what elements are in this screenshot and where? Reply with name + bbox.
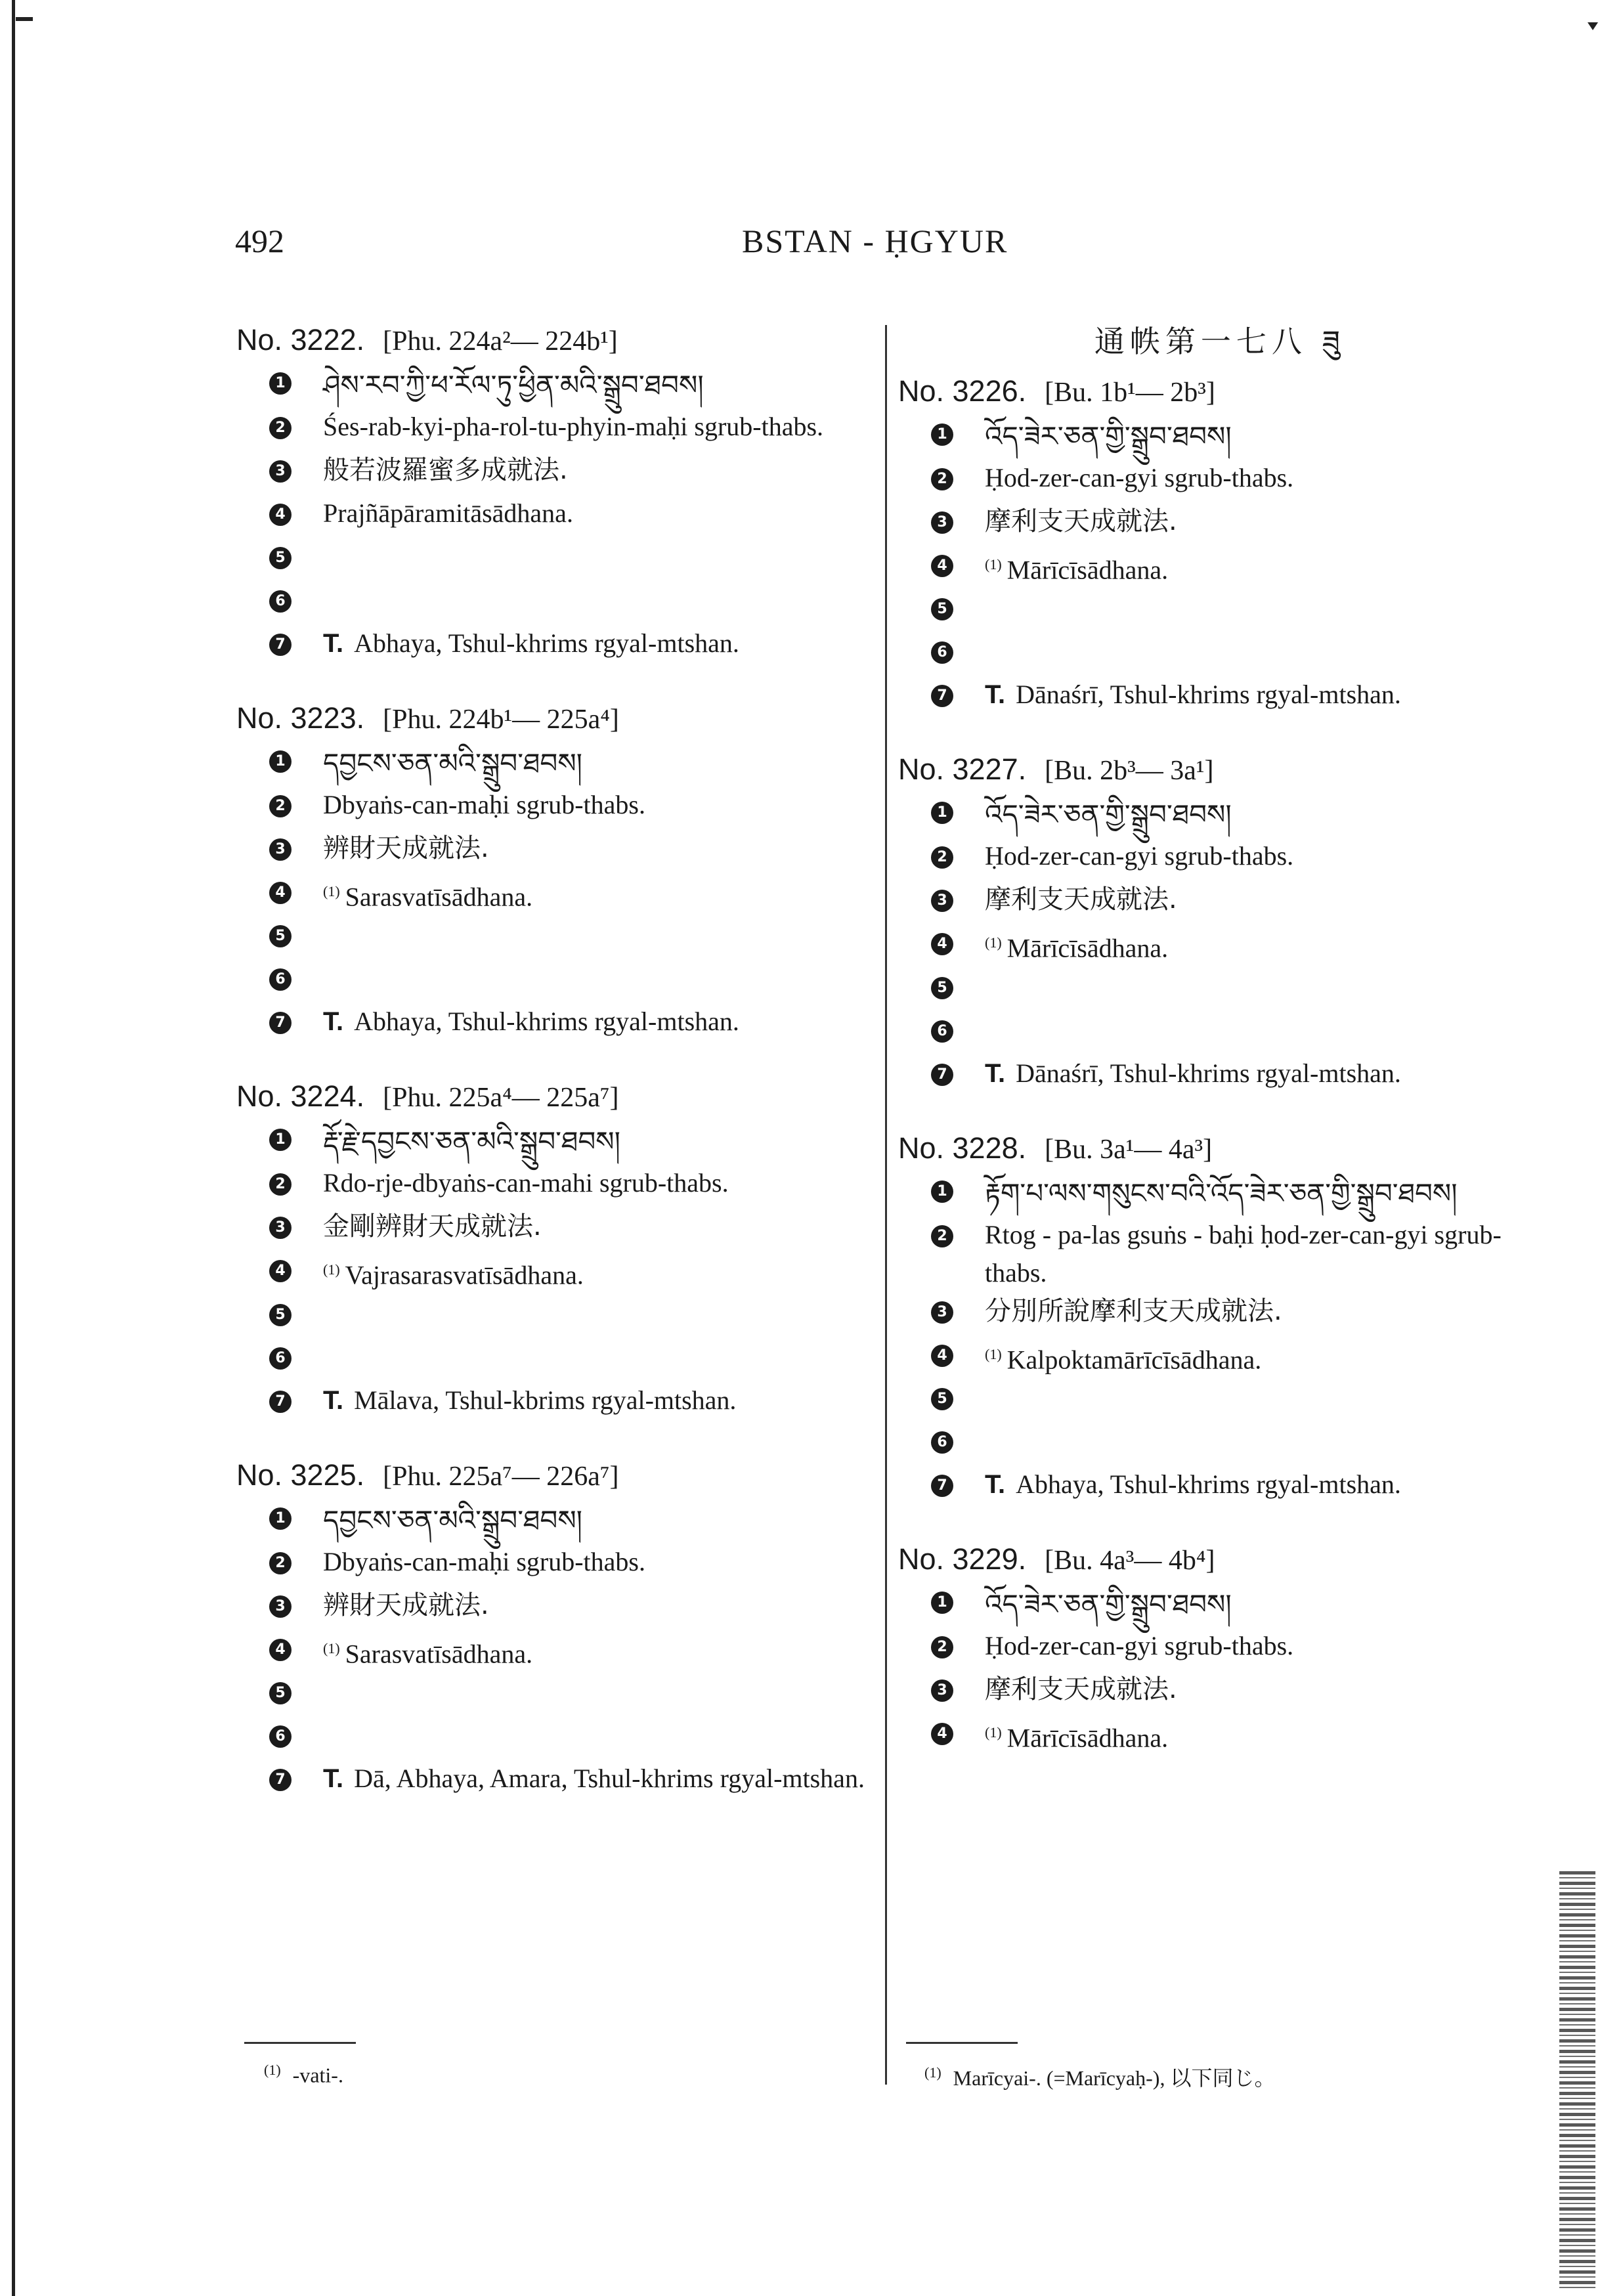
footnote-rule [906, 2042, 1018, 2044]
note-reference: (1) [985, 934, 1002, 951]
field-number-icon: 2 [269, 417, 292, 439]
field-number-icon: 1 [931, 1180, 953, 1203]
tibetan-title: དབྱངས་ཅན་མའི་སྒྲུབ་ཐབས། [323, 747, 583, 779]
tibetan-title: དབྱངས་ཅན་མའི་སྒྲུབ་ཐབས། [323, 1504, 583, 1536]
entry-heading [898, 748, 1542, 792]
chinese-title: 辨財天成就法. [323, 833, 489, 863]
entry-line [898, 1379, 1542, 1422]
field-number-icon: 7 [931, 685, 953, 707]
entry-line [236, 363, 873, 408]
field-number-icon: 3 [269, 1595, 292, 1618]
entry-text: Kalpoktamārīcīsādhana. [1006, 1344, 1262, 1374]
entry-text: Sarasvatīsādhana. [345, 1638, 533, 1668]
folio-reference: [Bu. 3a¹— 4a³] [1045, 1134, 1213, 1165]
footnote-rule [244, 2042, 356, 2044]
entry-number: No. 3229. [898, 1542, 1027, 1576]
catalog-entry [236, 1454, 873, 1803]
entry-number: No. 3227. [898, 752, 1027, 787]
entry-text: Mārīcīsādhana. [1006, 555, 1169, 585]
entry-line [898, 632, 1542, 676]
field-number-icon: 2 [269, 1552, 292, 1574]
entry-line [236, 1586, 873, 1630]
entry-line [236, 959, 873, 1003]
tibetan-title: ཤེས་རབ་ཀྱི་ཕ་རོལ་ཏུ་ཕྱིན་མའི་སྒྲུབ་ཐབས། [323, 369, 704, 401]
scan-noise [1559, 1871, 1595, 2291]
entry-number: No. 3226. [898, 374, 1027, 408]
entry-number: No. 3224. [236, 1079, 365, 1114]
scan-edge [12, 0, 15, 2296]
entry-text: Dbyaṅs-can-maḥi sgrub-thabs. [323, 1546, 645, 1576]
field-number-icon: 1 [269, 1129, 292, 1151]
field-number-icon: 2 [269, 795, 292, 817]
field-number-icon: 4 [269, 882, 292, 904]
entry-line [236, 1003, 873, 1046]
entry-line [898, 1582, 1542, 1627]
entry-text: Abhaya, Tshul-khrims rgyal-mtshan. [354, 628, 739, 658]
entry-text: Ḥod-zer-can-gyi sgrub-thabs. [985, 1630, 1294, 1660]
scan-mark [1588, 22, 1598, 30]
volume-title: 通帙第一七八 ཟུ [1094, 324, 1346, 359]
entry-line [236, 1119, 873, 1164]
entry-line [236, 538, 873, 581]
entry-line [236, 1164, 873, 1207]
entry-heading [236, 318, 873, 363]
entry-line [236, 1716, 873, 1760]
folio-reference: [Phu. 224b¹— 225a⁴] [383, 704, 619, 735]
entry-text: Vajrasarasvatīsādhana. [345, 1260, 584, 1290]
entry-text: Ḥod-zer-can-gyi sgrub-thabs. [985, 841, 1294, 871]
entry-line [236, 1543, 873, 1586]
translator-marker: T. [323, 629, 344, 658]
note-reference: (1) [985, 556, 1002, 573]
entry-text: Rdo-rje-dbyaṅs-can-mahi sgrub-thabs. [323, 1168, 729, 1198]
field-number-icon: 5 [269, 1682, 292, 1704]
entry-line [898, 924, 1542, 967]
entry-line [236, 624, 873, 668]
page-number: 492 [235, 223, 284, 259]
field-number-icon: 5 [269, 1304, 292, 1326]
field-number-icon: 5 [931, 1388, 953, 1410]
note-reference: (1) [323, 1639, 340, 1657]
field-number-icon: 1 [931, 1592, 953, 1614]
field-number-icon: 2 [931, 1225, 953, 1247]
entry-heading [236, 1075, 873, 1119]
folio-reference: [Phu. 225a⁴— 225a⁷] [383, 1083, 619, 1114]
entry-line [898, 1627, 1542, 1670]
field-number-icon: 3 [931, 890, 953, 912]
entry-line [898, 589, 1542, 632]
entry-line [236, 581, 873, 624]
entry-line [898, 676, 1542, 719]
entry-line [236, 873, 873, 916]
entry-number: No. 3222. [236, 323, 365, 357]
entry-line [898, 459, 1542, 502]
entry-line [236, 829, 873, 873]
entry-line [236, 741, 873, 786]
entry-text: Mārīcīsādhana. [1006, 1723, 1169, 1753]
field-number-icon: 5 [931, 977, 953, 999]
entry-number: No. 3225. [236, 1458, 365, 1492]
field-number-icon: 1 [269, 1507, 292, 1530]
entry-line [236, 451, 873, 494]
entry-text: Dā, Abhaya, Amara, Tshul-khrims rgyal-mtshan. [354, 1763, 865, 1793]
entry-line [898, 837, 1542, 880]
entry-line [236, 1760, 873, 1803]
field-number-icon: 6 [269, 968, 292, 991]
entry-line [236, 1381, 873, 1425]
field-number-icon: 6 [931, 641, 953, 664]
field-number-icon: 1 [931, 802, 953, 824]
field-number-icon: 6 [931, 1431, 953, 1454]
field-number-icon: 5 [269, 925, 292, 947]
field-number-icon: 4 [269, 504, 292, 526]
right-footnote [924, 2062, 1275, 2092]
field-number-icon: 4 [931, 933, 953, 955]
field-number-icon: 6 [269, 1347, 292, 1370]
running-head: BSTAN - ḤGYUR [742, 223, 1008, 259]
entry-line [236, 1630, 873, 1673]
entry-heading [236, 697, 873, 741]
folio-reference: [Phu. 225a⁷— 226a⁷] [383, 1461, 619, 1492]
entry-heading [898, 370, 1542, 414]
entry-line [898, 546, 1542, 589]
entry-text: Dānaśrī, Tshul-khrims rgyal-mtshan. [1016, 680, 1401, 710]
field-number-icon: 7 [269, 1391, 292, 1413]
field-number-icon: 7 [269, 1769, 292, 1791]
field-number-icon: 6 [269, 1725, 292, 1748]
folio-reference: [Bu. 4a³— 4b⁴] [1045, 1545, 1215, 1576]
entry-text: Sarasvatīsādhana. [345, 882, 533, 912]
column-divider [885, 325, 887, 2085]
folio-reference: [Phu. 224a²— 224b¹] [383, 326, 618, 357]
footnote-text: Marīcyai-. (=Marīcyaḥ-), 以下同じ。 [953, 2066, 1276, 2090]
entry-line [898, 1171, 1542, 1216]
catalog-entry [236, 697, 873, 1046]
entry-line [898, 1422, 1542, 1465]
right-column [898, 318, 1542, 1786]
entry-text: Ḥod-zer-can-gyi sgrub-thabs. [985, 463, 1294, 492]
entry-text: Prajñāpāramitāsādhana. [323, 498, 573, 528]
translator-marker: T. [323, 1385, 344, 1415]
folio-reference: [Bu. 2b³— 3a¹] [1045, 756, 1214, 787]
tibetan-title: འོད་ཟེར་ཅན་གྱི་སྒྲུབ་ཐབས། [985, 420, 1232, 452]
left-column [236, 318, 873, 1832]
chinese-title: 般若波羅蜜多成就法. [323, 455, 568, 485]
catalog-entry [898, 1127, 1542, 1509]
field-number-icon: 6 [269, 590, 292, 613]
footnote-mark: (1) [264, 2062, 281, 2078]
field-number-icon: 2 [269, 1173, 292, 1196]
field-number-icon: 5 [931, 598, 953, 620]
field-number-icon: 6 [931, 1020, 953, 1043]
chinese-title: 摩利支天成就法. [985, 1674, 1177, 1704]
field-number-icon: 3 [931, 511, 953, 534]
field-number-icon: 7 [269, 634, 292, 656]
entry-heading [898, 1538, 1542, 1582]
field-number-icon: 2 [931, 1636, 953, 1658]
entry-line [236, 916, 873, 959]
field-number-icon: 7 [931, 1064, 953, 1086]
field-number-icon: 2 [931, 468, 953, 490]
entry-line [236, 1498, 873, 1543]
translator-marker: T. [985, 1469, 1006, 1499]
field-number-icon: 1 [931, 423, 953, 446]
tibetan-title: འོད་ཟེར་ཅན་གྱི་སྒྲུབ་ཐབས། [985, 1588, 1232, 1620]
entry-line [898, 1714, 1542, 1757]
translator-marker: T. [323, 1007, 344, 1037]
entry-line [898, 1670, 1542, 1714]
entry-text: Rtog - pa-las gsuṅs - baḥi ḥod-zer-can-gyi sgrub-thabs. [985, 1219, 1502, 1288]
field-number-icon: 1 [269, 750, 292, 773]
note-reference: (1) [323, 1261, 340, 1278]
translator-marker: T. [985, 680, 1006, 710]
note-reference: (1) [323, 883, 340, 899]
entry-line [236, 1673, 873, 1716]
note-reference: (1) [985, 1723, 1002, 1741]
field-number-icon: 5 [269, 547, 292, 569]
catalog-entry [898, 748, 1542, 1097]
field-number-icon: 2 [931, 846, 953, 869]
tibetan-title: རྟོག་པ་ལས་གསུངས་བའི་འོད་ཟེར་ཅན་གྱི་སྒྲུབ་ཐབས། [985, 1177, 1458, 1209]
entry-text: Dānaśrī, Tshul-khrims rgyal-mtshan. [1016, 1058, 1401, 1088]
entry-heading [898, 1127, 1542, 1171]
chinese-title: 金剛辨財天成就法. [323, 1211, 542, 1242]
footnote-mark: (1) [924, 2064, 941, 2081]
entry-line [898, 1216, 1542, 1292]
folio-reference: [Bu. 1b¹— 2b³] [1045, 378, 1215, 408]
entry-line [898, 1292, 1542, 1335]
entry-line [898, 1054, 1542, 1098]
entry-line [898, 792, 1542, 837]
field-number-icon: 7 [931, 1475, 953, 1497]
field-number-icon: 7 [269, 1012, 292, 1034]
entry-text: Śes-rab-kyi-pha-rol-tu-phyin-maḥi sgrub-thabs. [323, 412, 824, 441]
field-number-icon: 1 [269, 372, 292, 395]
footnote-text: -vati-. [292, 2063, 343, 2087]
entry-number: No. 3228. [898, 1131, 1027, 1165]
entry-line [898, 1465, 1542, 1509]
tibetan-title: འོད་ཟེར་ཅན་གྱི་སྒྲུབ་ཐབས། [985, 798, 1232, 831]
entry-text: Dbyaṅs-can-maḥi sgrub-thabs. [323, 790, 645, 819]
field-number-icon: 3 [269, 1217, 292, 1239]
field-number-icon: 3 [931, 1301, 953, 1324]
field-number-icon: 4 [931, 1723, 953, 1745]
chinese-title: 分別所說摩利支天成就法. [985, 1295, 1282, 1326]
entry-line [236, 1207, 873, 1251]
entry-line [898, 968, 1542, 1011]
field-number-icon: 4 [269, 1260, 292, 1282]
chinese-title: 摩利支天成就法. [985, 884, 1177, 915]
entry-text: Mārīcīsādhana. [1006, 933, 1169, 963]
entry-number: No. 3223. [236, 701, 365, 735]
catalog-entry [898, 1538, 1542, 1757]
entry-line [236, 408, 873, 451]
field-number-icon: 4 [931, 555, 953, 577]
entry-line [898, 880, 1542, 924]
field-number-icon: 4 [269, 1639, 292, 1661]
scan-mark [16, 17, 33, 21]
entry-line [236, 1251, 873, 1294]
field-number-icon: 4 [931, 1345, 953, 1367]
entry-line [898, 1011, 1542, 1054]
entry-line [236, 786, 873, 829]
chinese-title: 摩利支天成就法. [985, 506, 1177, 536]
entry-line [236, 494, 873, 538]
chinese-title: 辨財天成就法. [323, 1590, 489, 1620]
catalog-entry [236, 1075, 873, 1424]
field-number-icon: 3 [269, 460, 292, 483]
entry-heading [236, 1454, 873, 1498]
entry-line [898, 1335, 1542, 1379]
translator-marker: T. [985, 1058, 1006, 1088]
entry-line [898, 414, 1542, 459]
entry-line [898, 502, 1542, 546]
entry-line [236, 1338, 873, 1381]
entry-text: Abhaya, Tshul-khrims rgyal-mtshan. [354, 1007, 739, 1037]
translator-marker: T. [323, 1764, 344, 1793]
entry-line [236, 1295, 873, 1338]
catalog-entry [898, 370, 1542, 719]
catalog-entry [236, 318, 873, 668]
entry-text: Mālava, Tshul-kbrims rgyal-mtshan. [354, 1385, 737, 1415]
field-number-icon: 3 [269, 838, 292, 861]
tibetan-title: རྡོ་རྗེ་དབྱངས་ཅན་མའི་སྒྲུབ་ཐབས། [323, 1125, 620, 1158]
entry-text: Abhaya, Tshul-khrims rgyal-mtshan. [1016, 1469, 1401, 1499]
field-number-icon: 3 [931, 1679, 953, 1702]
note-reference: (1) [985, 1345, 1002, 1362]
left-footnote [264, 2062, 343, 2088]
